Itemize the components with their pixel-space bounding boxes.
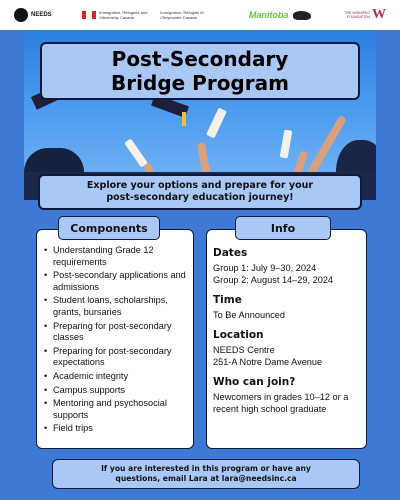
winnipeg-foundation-text: THE WINNIPEG FOUNDATION: [344, 11, 370, 19]
explore-line-1: Explore your options and prepare for your: [86, 180, 314, 191]
components-heading: Components: [58, 216, 160, 240]
contact-line-1: If you are interested in this program or have any: [101, 464, 311, 473]
program-title-line-1: Post-Secondary: [111, 47, 289, 71]
diploma-icon: [280, 130, 293, 159]
winnipeg-foundation-logo: [342, 7, 386, 23]
manitoba-logo-text: Manitoba: [248, 10, 289, 20]
sponsor-logo-bar: [0, 0, 400, 30]
dates-group-2: Group 2: August 14–29, 2024: [213, 275, 334, 285]
list-item: • Mentoring and psychosocial supports: [44, 398, 192, 421]
bison-icon: [293, 11, 311, 20]
dates-section: [213, 247, 363, 286]
diploma-icon: [124, 138, 148, 167]
dates-heading: Dates: [213, 247, 248, 259]
explore-banner: [38, 174, 362, 210]
eligibility-section: [213, 376, 363, 415]
list-item: • Academic integrity: [44, 371, 192, 383]
tassel-icon: [182, 112, 186, 126]
ircc-french-text: Immigration, Réfugiés et Citoyenneté Canada: [160, 10, 204, 20]
list-item: • Post-secondary applications and admissions: [44, 270, 192, 293]
location-name: NEEDS Centre: [213, 345, 275, 355]
diploma-icon: [206, 108, 227, 139]
explore-line-2: post-secondary education journey!: [106, 192, 294, 203]
program-title-line-2: Bridge Program: [111, 71, 289, 95]
eligibility-value: Newcomers in grades 10–12 or a recent high school graduate: [213, 392, 349, 414]
time-section: [213, 294, 363, 321]
dates-group-1: Group 1: July 9–30, 2024: [213, 263, 317, 273]
list-item: • Field trips: [44, 423, 192, 435]
location-heading: Location: [213, 329, 264, 341]
list-item: • Student loans, scholarships, grants, bursaries: [44, 295, 192, 318]
time-value: To Be Announced: [213, 310, 286, 320]
ircc-english-text: Immigration, Refugees and Citizenship Canada: [99, 10, 148, 20]
time-heading: Time: [213, 294, 242, 306]
winnipeg-foundation-w-icon: W: [372, 7, 386, 22]
list-item: • Preparing for post-secondary classes: [44, 321, 192, 344]
location-section: [213, 329, 363, 368]
program-title-box: [40, 42, 360, 100]
contact-line-2: questions, email Lara at lara@needsinc.ca: [115, 474, 297, 483]
info-heading: Info: [235, 216, 331, 240]
info-content: [213, 247, 363, 423]
list-item: • Preparing for post-secondary expectations: [44, 346, 192, 369]
contact-footer: [52, 459, 360, 489]
list-item: • Understanding Grade 12 requirements: [44, 245, 192, 268]
location-address: 251-A Notre Dame Avenue: [213, 357, 323, 367]
needs-logo: [14, 8, 52, 22]
needs-logo-text: NEEDS: [31, 12, 52, 18]
manitoba-logo: [249, 10, 312, 20]
ircc-logo: [82, 10, 218, 20]
needs-logo-icon: [14, 8, 28, 22]
eligibility-heading: Who can join?: [213, 376, 296, 388]
components-list: [44, 245, 192, 437]
list-item: • Campus supports: [44, 385, 192, 397]
canada-flag-icon: [82, 11, 96, 19]
